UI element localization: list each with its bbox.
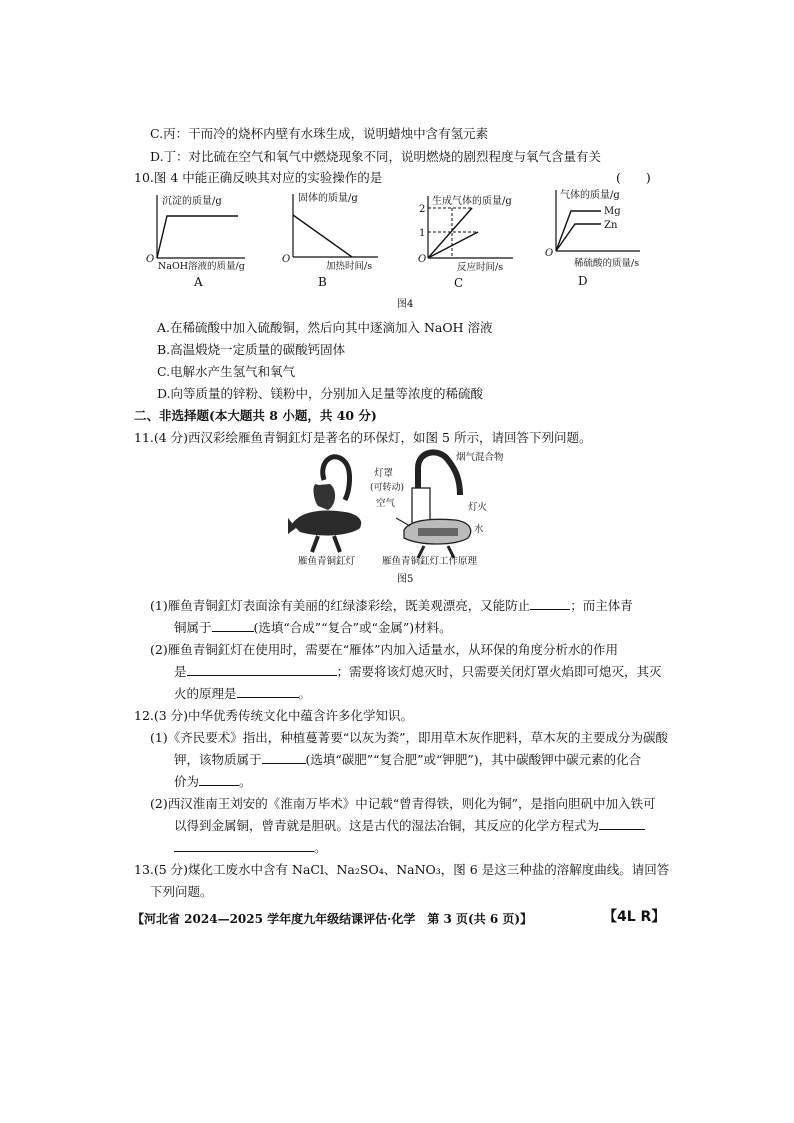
graph-d-ylabel: 气体的质量/g xyxy=(560,190,620,201)
graph-a-curve xyxy=(157,216,238,258)
q12-p1e: 。 xyxy=(239,774,252,789)
q12-p1d: 价为 xyxy=(174,774,200,789)
graph-b-ylabel: 固体的质量/g xyxy=(298,193,358,204)
graph-b-letter: B xyxy=(318,275,327,289)
diagram-label-fire: 灯火 xyxy=(468,502,488,513)
graph-d-curve-mg xyxy=(556,211,601,251)
q10-option-a: A.在稀硫酸中加入硫酸铜，然后向其中逐滴加入 NaOH 溶液 xyxy=(157,320,493,335)
graph-d-curve-zn xyxy=(556,224,601,251)
q9-option-c: C.丙：干而冷的烧杯内壁有水珠生成，说明蜡烛中含有氢元素 xyxy=(150,126,489,141)
q10-option-b: B.高温煅烧一定质量的碳酸钙固体 xyxy=(157,342,346,357)
q11-part2-line3 xyxy=(174,684,311,702)
graph-b-curve xyxy=(293,215,352,257)
figure-4-caption: 图4 xyxy=(397,299,414,310)
q11-p1a: (1)雁鱼青铜釭灯表面涂有美丽的红绿漆彩绘，既美观漂亮，又能防止 xyxy=(150,598,531,613)
graph-d-series-zn: Zn xyxy=(604,220,618,231)
section-heading: 二、非选择题(本大题共 8 小题，共 40 分) xyxy=(134,408,377,423)
answer-blank[interactable] xyxy=(187,663,337,676)
graph-d-xlabel: 稀硫酸的质量/s xyxy=(574,258,640,269)
graph-a-origin: O xyxy=(146,254,155,265)
q10-option-d: D.向等质量的锌粉、镁粉中，分别加入足量等浓度的稀硫酸 xyxy=(157,386,484,401)
graph-a-xlabel: NaOH溶液的质量/g xyxy=(158,261,245,272)
graph-c-letter: C xyxy=(454,276,464,290)
answer-bracket: ( ) xyxy=(616,170,651,185)
q11-p2b: 是 xyxy=(174,664,187,679)
graph-b-origin: O xyxy=(282,254,291,265)
q11-part1-line1 xyxy=(150,596,633,614)
lamp-photo xyxy=(288,457,361,567)
lamp-diagram-label: 雁鱼青铜釭灯工作原理 xyxy=(382,556,478,567)
diagram-label-water: 水 xyxy=(474,524,484,535)
q10-stem: 10.图 4 中能正确反映其对应的实验操作的是 xyxy=(134,170,383,185)
q12-part2-line2 xyxy=(174,816,645,834)
answer-blank[interactable] xyxy=(530,597,570,610)
q12-part2-line1: (2)西汉淮南王刘安的《淮南万毕术》中记载“曾青得铁，则化为铜”，是指向胆矾中加入铁可 xyxy=(150,796,656,811)
figure-5-caption: 图5 xyxy=(397,574,414,585)
answer-blank[interactable] xyxy=(262,751,306,764)
q12-part1-line1: (1)《齐民要术》指出，种植蔓菁要“以灰为粪”，即用草木灰作肥料，草木灰的主要成分为碳酸 xyxy=(150,730,668,745)
lamp-diagram xyxy=(370,451,504,567)
q12-part2-line3 xyxy=(174,838,327,856)
q11-p2d: 火的原理是 xyxy=(174,686,237,701)
graph-a-ylabel: 沉淀的质量/g xyxy=(162,196,222,207)
q11-p2c: ；需要将该灯熄灭时，只需要关闭灯罩火焰即可熄灭，其灭 xyxy=(336,664,662,679)
q11-p1c: 铜属于 xyxy=(174,620,212,635)
q13-stem-line1: 13.(5 分)煤化工废水中含有 NaCl、Na₂SO₄、NaNO₃，图 6 是这三种盐的溶解度曲线。请回答 xyxy=(134,862,670,877)
q12-p2b: 以得到金属铜，曾青就是胆矾。这是古代的湿法冶铜，其反应的化学方程式为 xyxy=(174,818,600,833)
graph-c-tick-2: 2 xyxy=(419,204,426,215)
figure-5 xyxy=(0,440,794,590)
graph-c-line-1 xyxy=(428,208,472,258)
q11-stem: 11.(4 分)西汉彩绘雁鱼青铜釭灯是著名的环保灯，如图 5 所示，请回答下列问题。 xyxy=(134,430,592,445)
q11-part2-line2 xyxy=(174,662,662,680)
q11-p1d: (选填“合成”“复合”或“金属”)材料。 xyxy=(253,620,452,635)
graph-a-letter: A xyxy=(194,275,203,289)
answer-blank[interactable] xyxy=(212,619,254,632)
lamp-photo-label: 雁鱼青铜釭灯 xyxy=(298,556,356,567)
paper-code: 【4L R】 xyxy=(603,909,666,925)
answer-blank[interactable] xyxy=(174,839,314,852)
graph-c-ylabel: 生成气体的质量/g xyxy=(432,196,512,207)
graph-b-xlabel: 加热时间/s xyxy=(326,261,373,272)
q12-p2c: 。 xyxy=(314,840,327,855)
graph-c-xlabel: 反应时间/s xyxy=(457,262,504,273)
q12-part1-line2 xyxy=(174,750,641,768)
q11-p1b: ；而主体青 xyxy=(570,598,633,613)
q13-stem-line2: 下列问题。 xyxy=(150,884,213,899)
q12-p1c: (选填“碳肥”“复合肥”或“钾肥”)，其中碳酸钾中碳元素的化合 xyxy=(305,752,642,767)
diagram-label-shade: 灯罩 xyxy=(374,468,394,479)
graph-c-line-2 xyxy=(428,232,478,258)
graph-c-origin: O xyxy=(418,254,427,265)
q12-p1b: 钾，该物质属于 xyxy=(174,752,262,767)
diagram-label-shade-note: (可转动) xyxy=(370,483,405,493)
graph-b xyxy=(282,191,378,289)
answer-blank[interactable] xyxy=(199,773,239,786)
graph-d-series-mg: Mg xyxy=(604,206,621,217)
q11-p2e: 。 xyxy=(298,686,312,701)
q12-stem: 12.(3 分)中华优秀传统文化中蕴含许多化学知识。 xyxy=(134,708,414,723)
graph-d xyxy=(545,188,640,288)
q12-part1-line3 xyxy=(174,772,252,790)
graph-c xyxy=(418,194,513,290)
diagram-label-smoke: 烟气混合物 xyxy=(456,452,504,463)
q11-part2-line1: (2)雁鱼青铜釭灯在使用时，需要在“雁体”内加入适量水，从环保的角度分析水的作用 xyxy=(150,642,618,657)
figure-4 xyxy=(0,0,794,320)
graph-a xyxy=(146,194,245,289)
q11-part1-line2 xyxy=(174,618,452,636)
graph-c-tick-1: 1 xyxy=(419,228,426,239)
diagram-label-air: 空气 xyxy=(376,498,396,509)
answer-blank[interactable] xyxy=(599,817,645,830)
q9-option-d: D.丁：对比硫在空气和氧气中燃烧现象不同，说明燃烧的剧烈程度与氧气含量有关 xyxy=(150,149,602,164)
q10-option-c: C.电解水产生氢气和氧气 xyxy=(157,364,296,379)
answer-blank[interactable] xyxy=(237,685,299,698)
page-footer: 【河北省 2024—2025 学年度九年级结课评估·化学 第 3 页(共 6 页)】 xyxy=(132,912,533,926)
graph-d-origin: O xyxy=(545,248,554,259)
graph-d-letter: D xyxy=(578,274,588,288)
